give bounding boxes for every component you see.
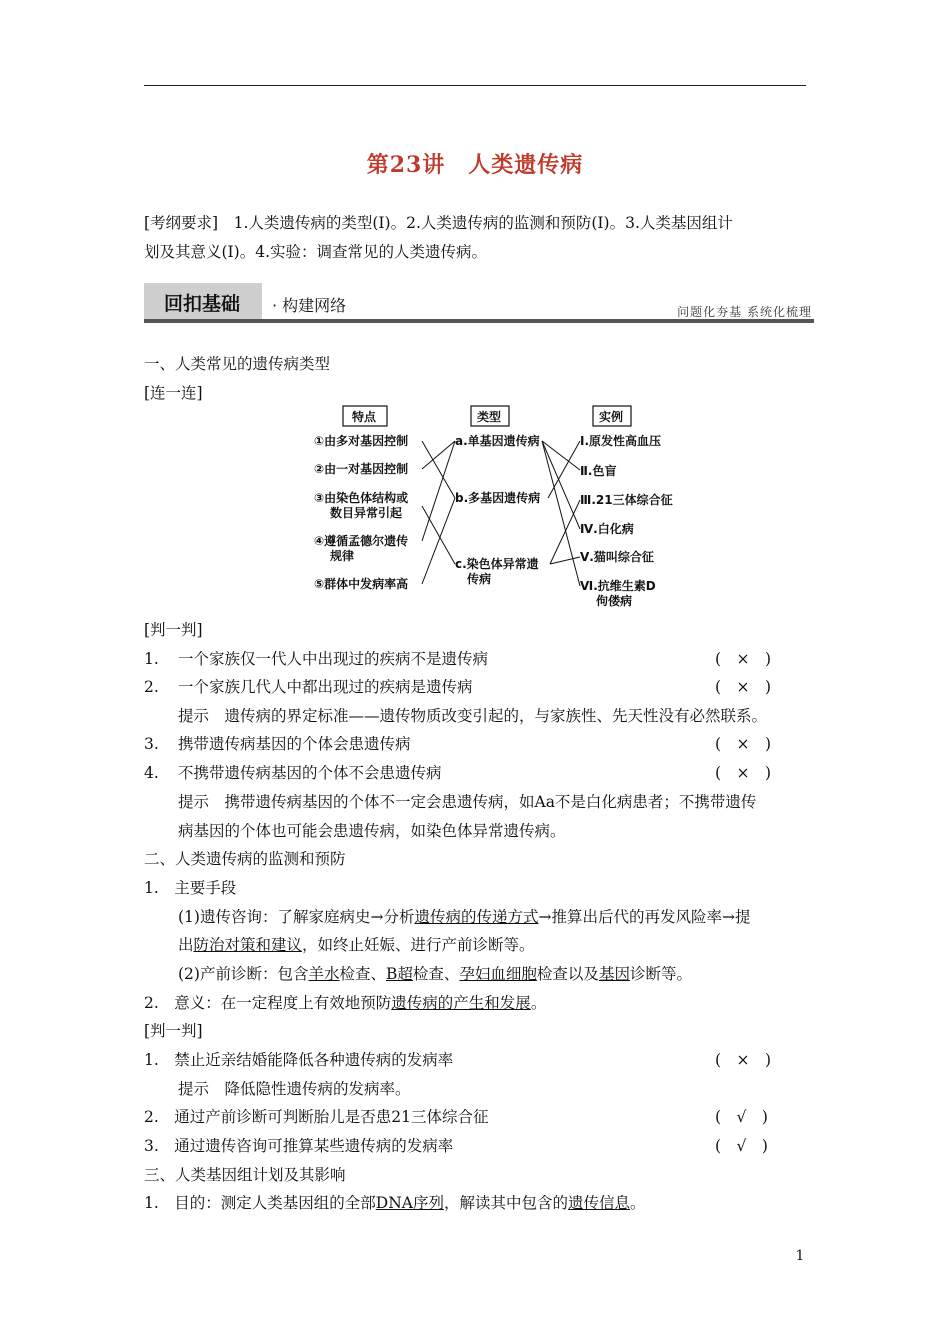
header-types: 类型 (477, 410, 502, 424)
prenatal-text-a: (2)产前诊断：包含 (178, 965, 309, 983)
judge-1-item-1-text: 一个家族仅一代人中出现过的疾病不是遗传病 (178, 650, 489, 668)
purpose-text-a: 1. 目的：测定人类基因组的全部 (144, 1194, 376, 1212)
consultation-line-2 (178, 931, 535, 960)
judge-1-item-3-text: 携带遗传病基因的个体会患遗传病 (178, 735, 411, 753)
header-rule (144, 85, 806, 86)
section-banner (144, 283, 814, 327)
judge-1-item-3-mark: ( × ) (715, 735, 772, 753)
type-c-cont: 传病 (467, 572, 492, 586)
judge-2-hint: 提示 降低隐性遗传病的发病率。 (178, 1080, 411, 1098)
judge-1-item-2-text: 一个家族几代人中都出现过的疾病是遗传病 (178, 678, 473, 696)
significance-line (144, 989, 546, 1018)
purpose-blank-2: 遗传信息 (568, 1194, 631, 1212)
judge-1-hint-2-line-2: 病基因的个体也可能会患遗传病，如染色体异常遗传病。 (178, 822, 566, 840)
feature-3: ③由染色体结构或 (314, 491, 409, 505)
banner-tagline: 问题化夯基 系统化梳理 (677, 305, 812, 319)
judge-1-item-1-mark: ( × ) (715, 650, 772, 668)
judge-1-item-2-num: 2. (144, 678, 159, 696)
example-2: Ⅱ.色盲 (580, 464, 617, 478)
header-examples: 实例 (599, 410, 624, 424)
prenatal-line (178, 960, 692, 989)
type-c: c.染色体异常遗 (455, 557, 539, 571)
prenatal-blank-1: 羊水 (308, 965, 340, 983)
purpose-text-b: ，解读其中包含的 (443, 1194, 568, 1212)
judge-1-hint-1: 提示 遗传病的界定标准——遗传物质改变引起的，与家族性、先天性没有必然联系。 (178, 707, 768, 725)
prenatal-blank-4: 基因 (598, 965, 630, 983)
judge-1-label: [判一判] (144, 621, 203, 639)
judge-2-item-1: 1. 禁止近亲结婚能降低各种遗传病的发病率 (144, 1051, 454, 1069)
requirements-line-2: 划及其意义(Ⅰ)。4.实验：调查常见的人类遗传病。 (144, 243, 488, 261)
consultation-text-c: 出 (178, 936, 194, 954)
consultation-text-d: ，如终止妊娠、进行产前诊断等。 (302, 936, 535, 954)
feature-1: ①由多对基因控制 (314, 434, 409, 448)
judge-1-hint-2-line-1: 提示 携带遗传病基因的个体不一定会患遗传病，如Aa不是白化病患者；不携带遗传 (178, 793, 757, 811)
type-a: a.单基因遗传病 (455, 434, 540, 448)
prenatal-text-e: 诊断等。 (629, 965, 692, 983)
consultation-text-b: →推算出后代的再发风险率→提 (538, 908, 751, 926)
judge-1-item-4-mark: ( × ) (715, 764, 772, 782)
purpose-text-c: 。 (630, 1194, 646, 1212)
significance-text-b: 。 (530, 994, 547, 1012)
judge-1-item-1-num: 1. (144, 650, 159, 668)
section-2-heading: 二、人类遗传病的监测和预防 (144, 850, 346, 868)
section-1-heading: 一、人类常见的遗传病类型 (144, 355, 331, 373)
judge-2-item-3-mark: ( √ ) (715, 1137, 768, 1155)
consultation-text-a: (1)遗传咨询：了解家庭病史→分析 (178, 908, 415, 926)
judge-2-item-2: 2. 通过产前诊断可判断胎儿是否患21三体综合征 (144, 1108, 489, 1126)
page-number: 1 (795, 1248, 805, 1264)
prenatal-blank-3: 孕妇血细胞 (459, 965, 537, 983)
matching-diagram (300, 400, 680, 612)
feature-5: ⑤群体中发病率高 (314, 577, 409, 591)
page-title: 第23讲 人类遗传病 (366, 152, 584, 178)
judge-1-item-2-mark: ( × ) (715, 678, 772, 696)
judge-2-item-2-mark: ( √ ) (715, 1108, 768, 1126)
feature-4-cont: 规律 (330, 549, 355, 563)
header-features: 特点 (352, 410, 377, 424)
consultation-blank-1: 遗传病的传递方式 (414, 908, 539, 926)
example-3: Ⅲ.21三体综合征 (580, 493, 673, 507)
feature-3-cont: 数目异常引起 (330, 506, 403, 520)
purpose-blank-1: DNA序列 (375, 1194, 444, 1212)
prenatal-text-c: 检查、 (412, 965, 460, 983)
example-1: Ⅰ.原发性高血压 (580, 434, 662, 448)
banner-subtitle: · 构建网络 (272, 296, 347, 315)
significance-blank: 遗传病的产生和发展 (391, 994, 531, 1012)
example-6: Ⅵ.抗维生素D (580, 579, 656, 593)
example-4: Ⅳ.白化病 (580, 522, 634, 536)
significance-text-a: 2. 意义：在一定程度上有效地预防 (144, 994, 392, 1012)
consultation-blank-2: 防治对策和建议 (193, 936, 303, 954)
banner-title: 回扣基础 (164, 293, 241, 315)
link-label: [连一连] (144, 384, 203, 402)
prenatal-text-d: 检查以及 (536, 965, 599, 983)
judge-1-item-3-num: 3. (144, 735, 159, 753)
banner-rule (144, 319, 814, 323)
feature-2: ②由一对基因控制 (314, 462, 409, 476)
requirements-line-1: [考纲要求] 1.人类遗传病的类型(Ⅰ)。2.人类遗传病的监测和预防(Ⅰ)。3.人类基因组计 (144, 214, 733, 232)
judge-1-item-4-num: 4. (144, 764, 159, 782)
feature-4: ④遵循孟德尔遗传 (314, 534, 409, 548)
example-5: Ⅴ.猫叫综合征 (580, 550, 654, 564)
section-3-item-1 (144, 1189, 646, 1218)
prenatal-blank-2: B超 (386, 965, 413, 983)
judge-2-item-3: 3. 通过遗传咨询可推算某些遗传病的发病率 (144, 1137, 454, 1155)
judge-2-label: [判一判] (144, 1022, 203, 1040)
section-3-heading: 三、人类基因组计划及其影响 (144, 1166, 346, 1184)
prenatal-text-b: 检查、 (339, 965, 386, 983)
section-2-item-1: 1. 主要手段 (144, 879, 237, 897)
type-b: b.多基因遗传病 (455, 491, 541, 505)
judge-1-item-4-text: 不携带遗传病基因的个体不会患遗传病 (178, 764, 442, 782)
consultation-line-1 (178, 903, 750, 932)
judge-2-item-1-mark: ( × ) (715, 1051, 772, 1069)
example-6-cont: 佝偻病 (596, 594, 633, 608)
